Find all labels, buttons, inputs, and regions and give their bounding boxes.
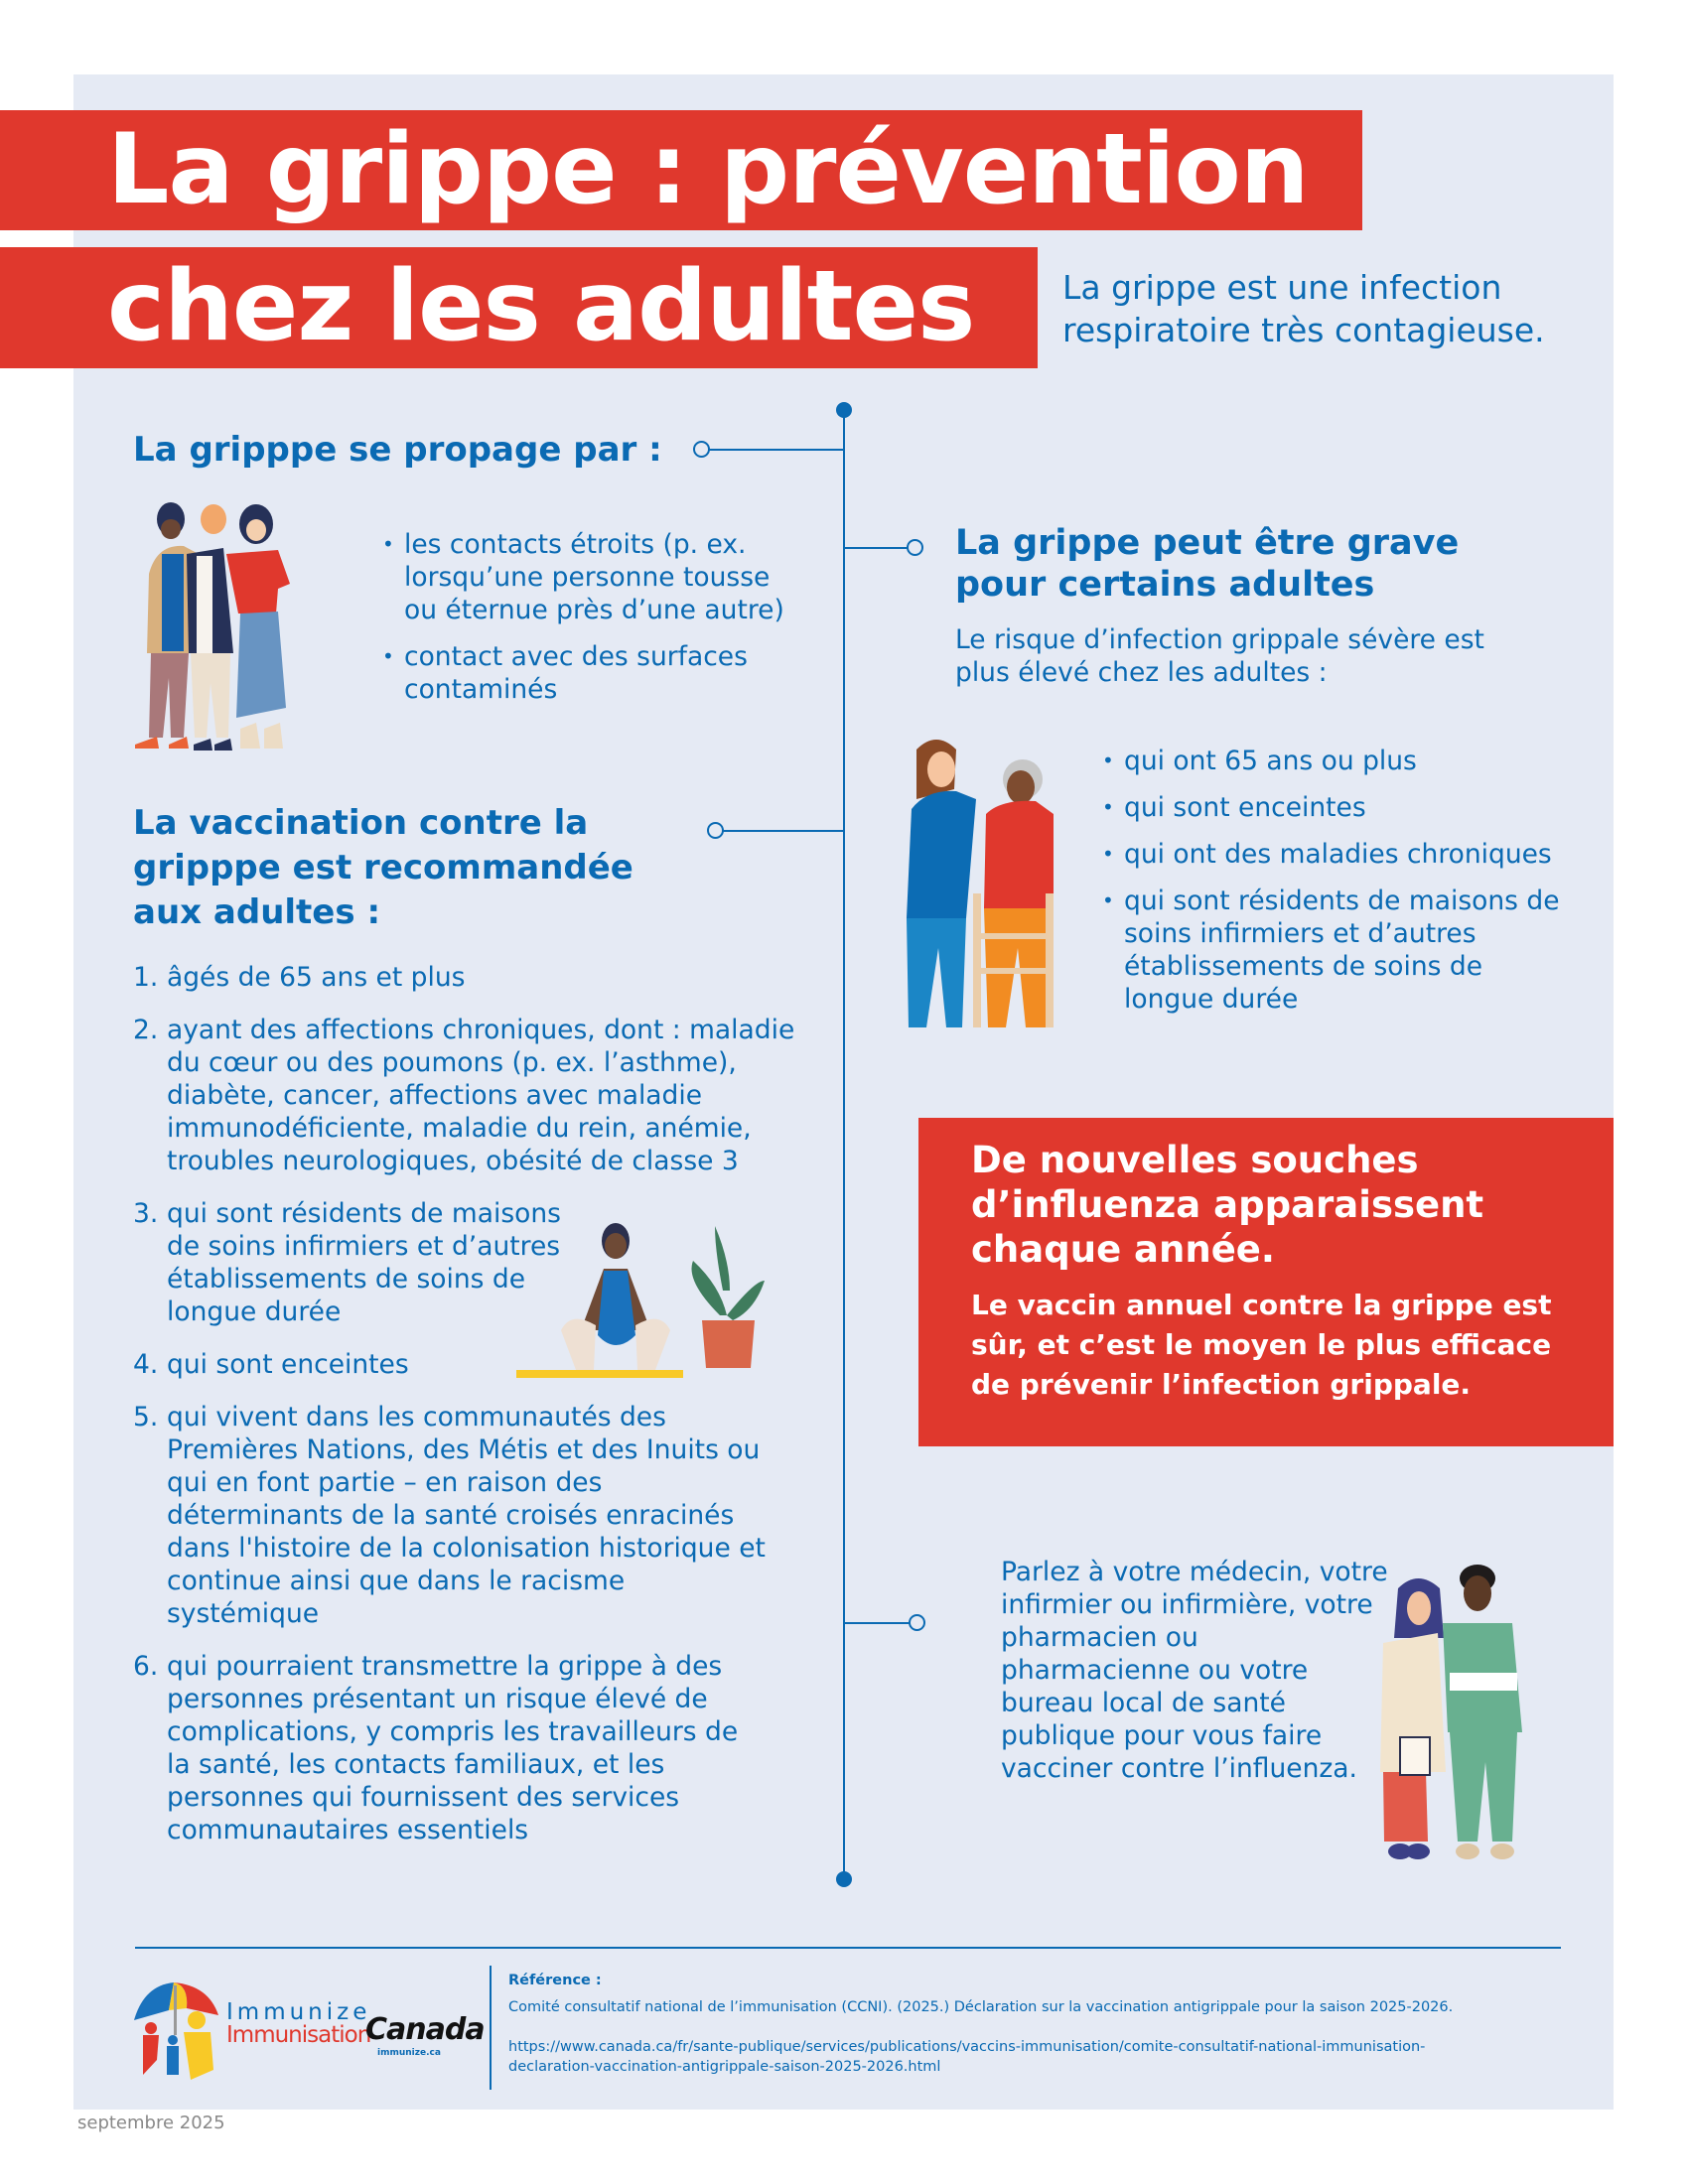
footer-vertical-divider — [490, 1966, 492, 2090]
list-item: 5. qui vivent dans les communautés des Premières Nations, des Métis et des Inuits ou qui en font partie – en raison des déterminants de la santé croisés enracinés dans l'histoire de la colonisation historique et continue ainsi que dans le racisme systémique — [133, 1402, 766, 1629]
pregnant-woman-plant-icon — [516, 1221, 774, 1380]
list-item: 3. qui sont résidents de maisons de soins infirmiers et d’autres établissements de soins de longue durée — [133, 1198, 561, 1327]
reference-label: Référence : — [508, 1973, 602, 1988]
umbrella-family-icon — [129, 1980, 223, 2080]
timeline-node — [909, 1614, 925, 1631]
severe-heading-line-2: pour certains adultes — [955, 565, 1375, 605]
timeline-node — [907, 539, 923, 556]
reference-text: Comité consultatif national de l’immunisation (CCNI). (2025.) Déclaration sur la vaccination antigrippale pour la saison 2025-2026. — [508, 1999, 1454, 2015]
vaccination-heading-line-1: La vaccination contre la — [133, 803, 589, 843]
timeline-line — [843, 410, 845, 1879]
publication-date: septembre 2025 — [77, 2113, 225, 2133]
logo-text-canada: Canada — [365, 2012, 485, 2047]
spread-bullets — [382, 528, 799, 720]
timeline-branch — [844, 547, 910, 549]
list-item: • qui sont résidents de maisons de soins infirmiers et d’autres établissements de soins de longue durée — [1102, 885, 1579, 1016]
callout-heading: De nouvelles souches d’influenza apparaissent chaque année. — [971, 1139, 1484, 1271]
severe-heading — [955, 522, 1459, 606]
reference-block — [508, 1971, 1581, 2077]
list-item: • contact avec des surfaces contaminés — [382, 640, 799, 706]
page-title-line-1: La grippe : prévention — [0, 110, 1362, 230]
list-item: 4. qui sont enceintes — [133, 1349, 409, 1380]
list-item: • qui ont 65 ans ou plus — [1102, 745, 1579, 777]
list-item: • les contacts étroits (p. ex. lorsqu’une personne tousse ou éternue près d’une autre) — [382, 528, 799, 626]
page-title-line-2: chez les adultes — [0, 247, 1038, 368]
list-item: 6. qui pourraient transmettre la grippe à des personnes présentant un risque élevé de complications, y compris les travailleurs de la santé, les contacts familiaux, et les personnes qui fournissent des services communautaires essentiels — [133, 1651, 739, 1845]
callout-body: Le vaccin annuel contre la grippe est sûr, et c’est le moyen le plus efficace de prévenir l’infection grippale. — [971, 1289, 1552, 1401]
subtitle-line-2: respiratoire très contagieuse. — [1062, 311, 1545, 349]
timeline-node — [707, 822, 724, 839]
list-item: 1. âgés de 65 ans et plus — [133, 962, 466, 993]
list-item: • qui sont enceintes — [1102, 791, 1579, 824]
reference-link[interactable]: https://www.canada.ca/fr/sante-publique/services/publications/vaccins-immunisation/comite-consultatif-national-immunisation-declaration-vaccination-antigrippale-saison-2025-2026.html — [508, 2039, 1426, 2075]
talk-text: Parlez à votre médecin, votre infirmier ou infirmière, votre pharmacien ou pharmacienne ou votre bureau local de santé publique pour vous faire vacciner contre l’influenza. — [1001, 1557, 1388, 1784]
logo-text-domain: immunize.ca — [377, 2048, 441, 2058]
timeline-end-dot — [836, 1871, 852, 1887]
severe-bullets — [1102, 745, 1579, 1029]
list-item: • qui ont des maladies chroniques — [1102, 838, 1579, 871]
timeline-branch — [723, 830, 844, 832]
logo-text-immunisation: Immunisation — [226, 2022, 371, 2048]
list-item: 2. ayant des affections chroniques, dont : maladie du cœur ou des poumons (p. ex. l’asthme), diabète, cancer, affections avec maladie immunodéficiente, maladie du rein, anémie, troubles neurologiques, obésité de classe 3 — [133, 1015, 795, 1176]
spread-heading: La gripppe se propage par : — [133, 430, 662, 470]
subtitle — [1062, 266, 1545, 351]
timeline-branch — [844, 1622, 912, 1624]
three-people-icon — [129, 494, 328, 754]
vaccination-heading-line-3: aux adultes : — [133, 892, 381, 932]
two-health-workers-icon — [1378, 1564, 1547, 1861]
timeline-node — [693, 441, 710, 458]
severe-heading-line-1: La grippe peut être grave — [955, 523, 1460, 563]
subtitle-line-1: La grippe est une infection — [1062, 268, 1502, 307]
vaccination-list — [133, 961, 808, 1866]
timeline-branch — [709, 449, 844, 451]
footer-divider — [135, 1947, 1561, 1949]
timeline-start-dot — [836, 402, 852, 418]
severe-intro: Le risque d’infection grippale sévère est plus élevé chez les adultes : — [955, 624, 1484, 688]
vaccination-heading-line-2: gripppe est recommandée — [133, 848, 633, 887]
logo-text-immunize: Immunize — [226, 1999, 371, 2025]
nurse-with-senior-walker-icon — [897, 730, 1065, 1027]
callout-box — [918, 1118, 1614, 1446]
immunize-canada-logo — [129, 1980, 485, 2080]
vaccination-heading — [133, 801, 633, 935]
